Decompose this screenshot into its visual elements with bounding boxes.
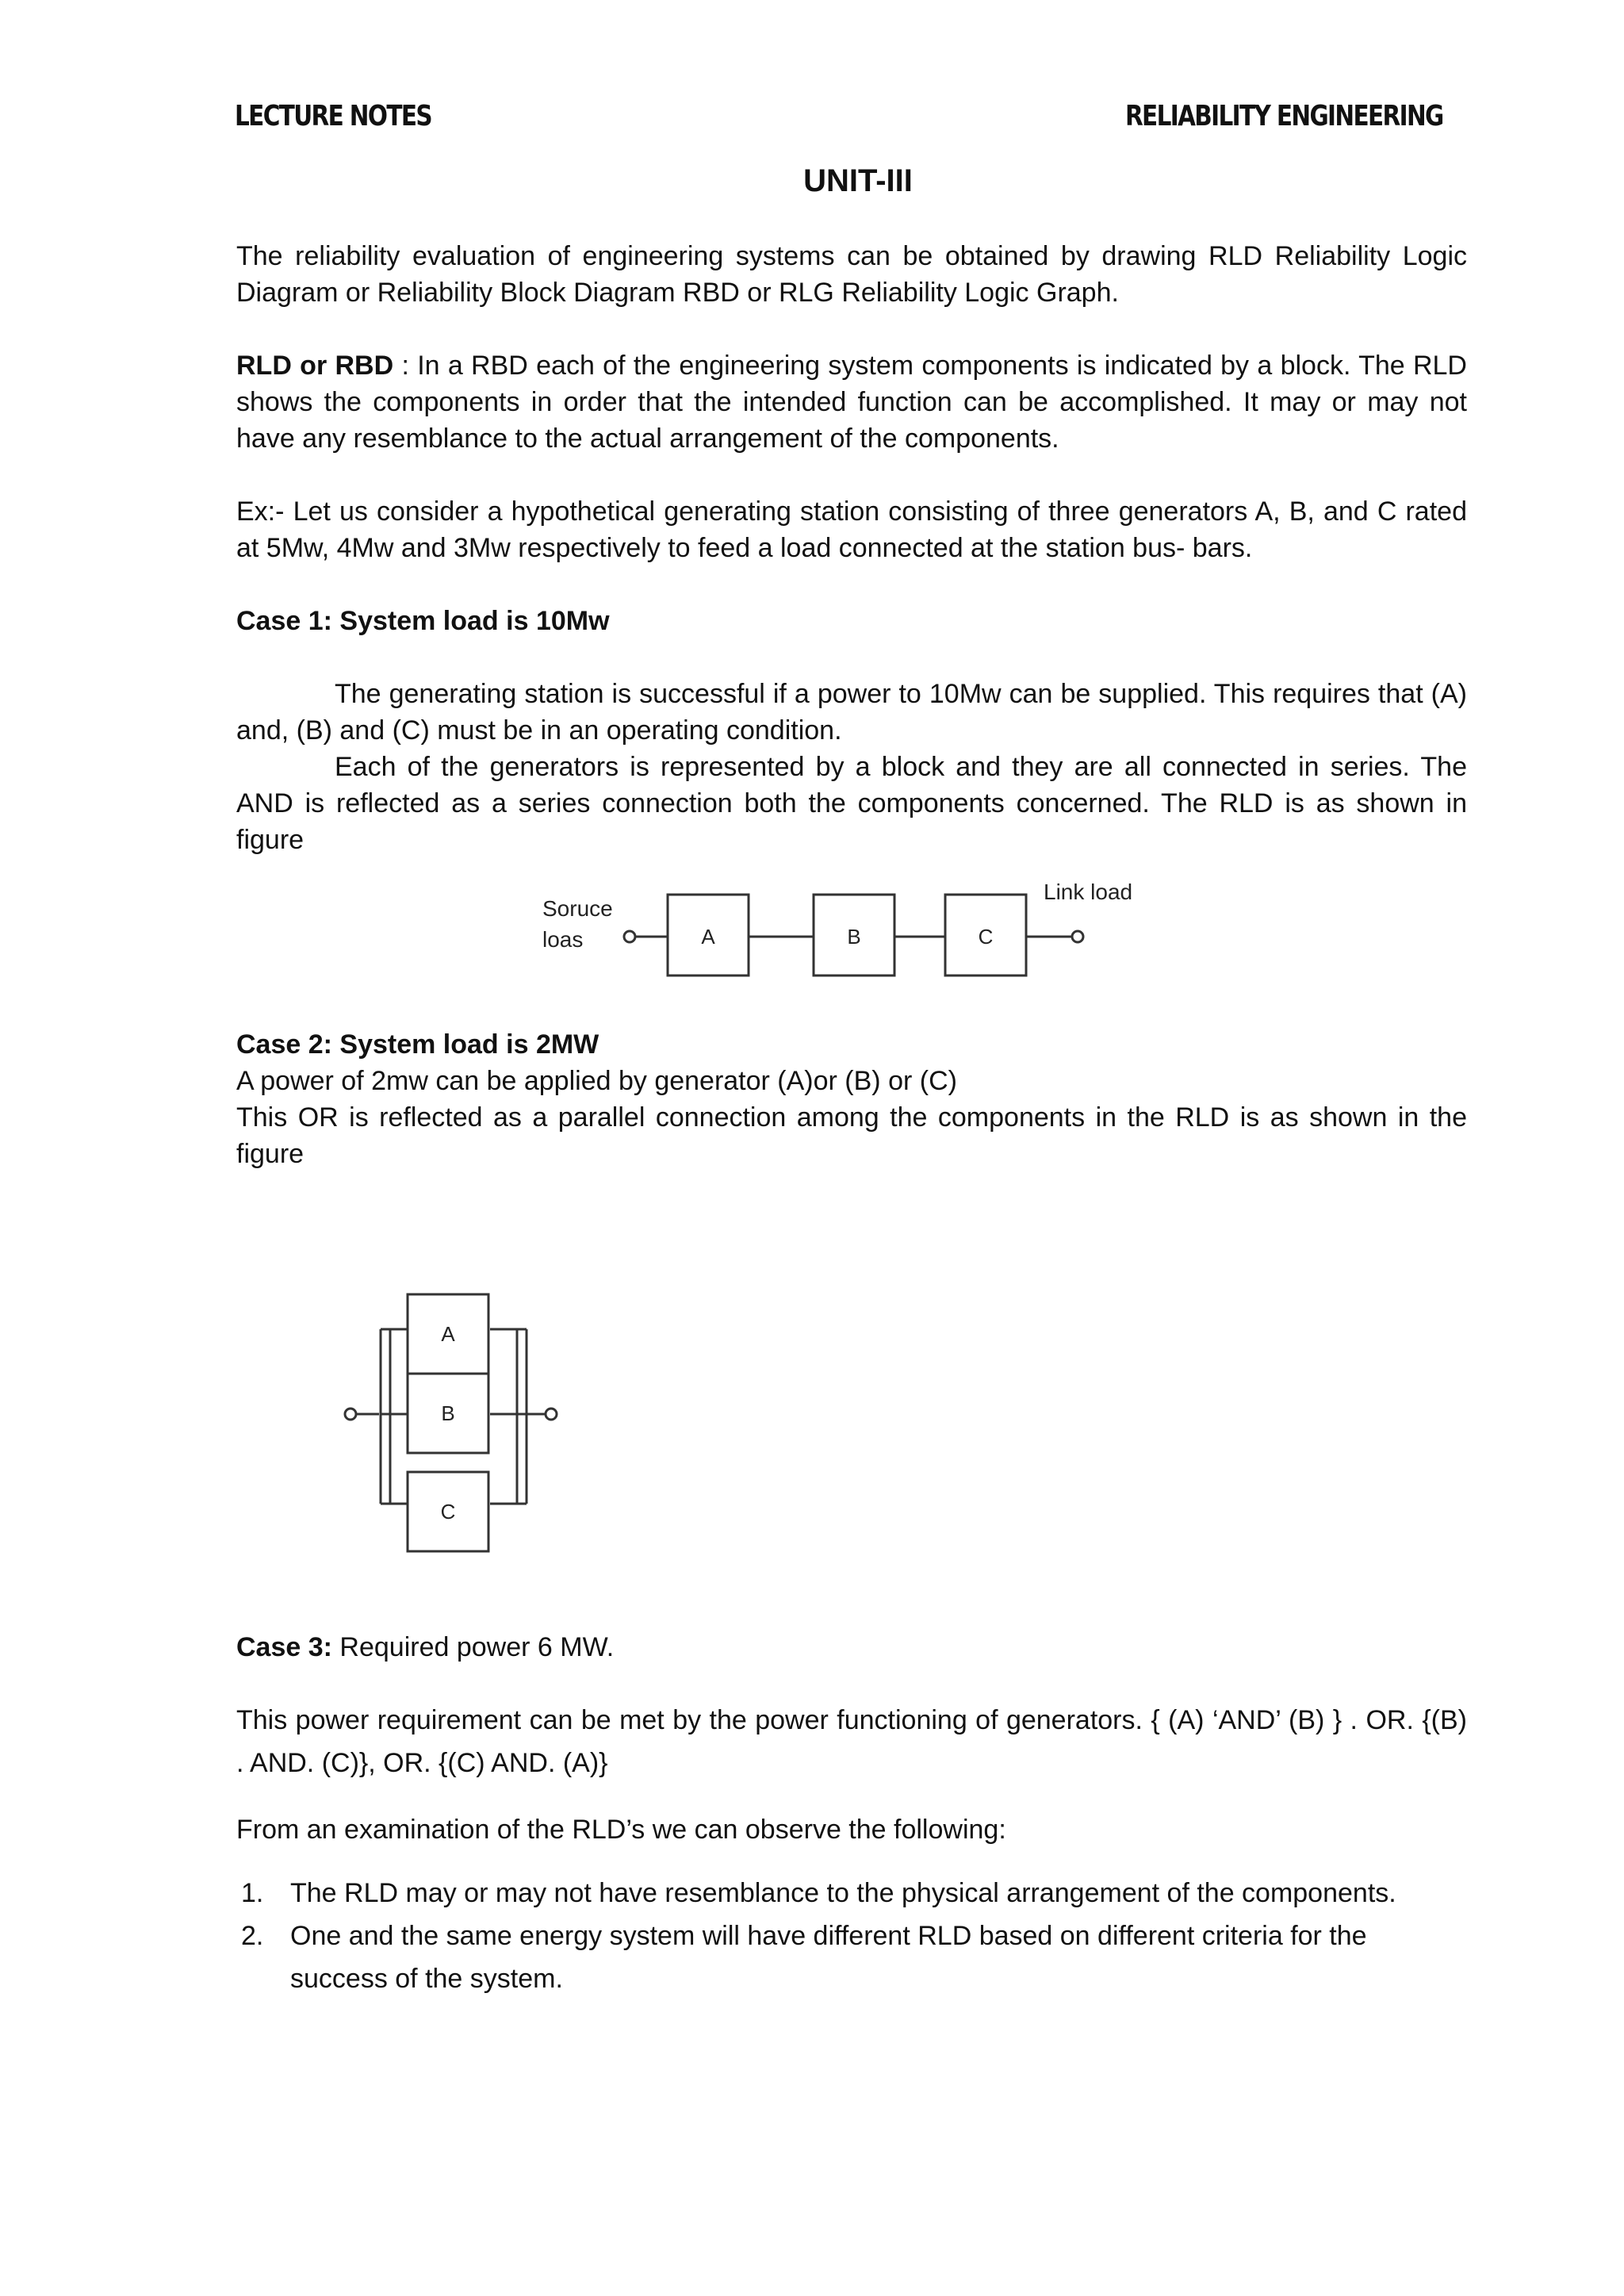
case2-heading: Case 2: System load is 2MW <box>236 1029 599 1060</box>
list-item-text: One and the same energy system will have different RLD based on different criteria for the success of the system. <box>290 1921 1367 1994</box>
source-label-2: loas <box>542 927 584 952</box>
document-body <box>236 238 1467 2000</box>
parallel-diagram-area <box>236 1172 1467 1629</box>
rld-text: : In a RBD each of the engineering system components is indicated by a block. The RLD shows the components in order that the intended function can be accomplished. It may or may not have any resemblance to the actual arrangement of the components. <box>236 351 1467 454</box>
parallel-rld-diagram <box>236 1172 1467 1629</box>
unit-title: UNIT-III <box>803 163 913 198</box>
list-item-number: 2. <box>241 1921 264 1951</box>
case3-text: Required power 6 MW. <box>331 1632 615 1662</box>
source-label-1: Soruce <box>542 896 613 921</box>
intro-paragraph: The reliability evaluation of engineering systems can be obtained by drawing RLD Reliability Logic Diagram or Reliability Block Diagram RBD or RLG Reliability Logic Graph. <box>236 241 1467 308</box>
case2-paragraph-2: This OR is reflected as a parallel connection among the components in the RLD is as shown in the figure <box>236 1102 1467 1169</box>
case3-line <box>236 1629 1467 1665</box>
rld-term: RLD or RBD <box>236 351 394 381</box>
parallel-block-a-label: A <box>441 1322 455 1346</box>
series-rld-diagram <box>236 858 1467 1026</box>
example-paragraph: Ex:- Let us consider a hypothetical generating station consisting of three generators A, B, and C rated at 5Mw, 4Mw and 3Mw respectively to feed a load connected at the station bus- bars. <box>236 496 1467 563</box>
rld-paragraph <box>236 347 1467 457</box>
series-diagram-area <box>236 858 1467 1026</box>
observation-list <box>236 1872 1467 2000</box>
parallel-block-b-label: B <box>441 1401 455 1425</box>
case1-paragraph-2: Each of the generators is represented by a block and they are all connected in series. The AND is reflected as a series connection both the components concerned. The RLD is as shown in figure <box>236 752 1467 855</box>
case1-heading: Case 1: System load is 10Mw <box>236 606 610 636</box>
list-item <box>236 1915 1467 2000</box>
series-block-a-label: A <box>701 925 715 949</box>
load-terminal <box>1072 931 1083 942</box>
list-item <box>236 1872 1467 1915</box>
parallel-block-c-label: C <box>440 1500 456 1524</box>
list-item-number: 1. <box>241 1878 264 1908</box>
link-load-label: Link load <box>1044 880 1133 904</box>
case3-heading: Case 3: <box>236 1632 332 1662</box>
case3-paragraph: This power requirement can be met by the power functioning of generators. { (A) ‘AND’ (B) } . OR. {(B) . AND. (C)}, OR. {(C) AND. (A)} <box>236 1705 1467 1778</box>
series-block-b-label: B <box>847 925 861 949</box>
case2-paragraph-1: A power of 2mw can be applied by generator (A)or (B) or (C) <box>236 1066 957 1096</box>
header-left: LECTURE NOTES <box>235 100 431 132</box>
case1-paragraph-1: The generating station is successful if a power to 10Mw can be supplied. This requires that (A) and, (B) and (C) must be in an operating condition. <box>236 679 1467 746</box>
page-header <box>235 100 1443 140</box>
parallel-output-terminal <box>546 1409 557 1420</box>
series-block-c-label: C <box>978 925 994 949</box>
source-terminal <box>624 931 635 942</box>
list-item-text: The RLD may or may not have resemblance to the physical arrangement of the components. <box>290 1878 1396 1908</box>
header-right: RELIABILITY ENGINEERING <box>1125 100 1443 132</box>
observation-paragraph: From an examination of the RLD’s we can observe the following: <box>236 1815 1006 1845</box>
parallel-input-terminal <box>345 1409 356 1420</box>
